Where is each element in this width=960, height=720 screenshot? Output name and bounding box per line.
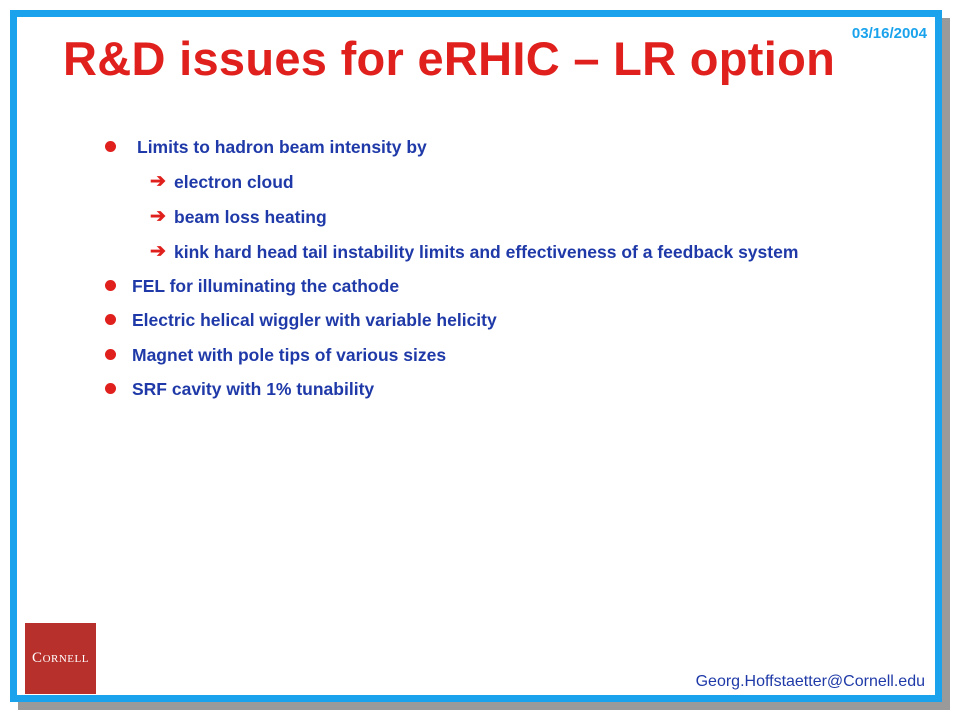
bullet-dot-icon — [105, 383, 116, 394]
slide-canvas — [17, 17, 935, 695]
sub-bullet-item: beam loss heating — [174, 207, 327, 227]
slide-date: 03/16/2004 — [851, 25, 927, 42]
bullet-item: Electric helical wiggler with variable helicity — [132, 310, 497, 330]
arrow-right-icon: ➔ — [150, 206, 166, 227]
bullet-dot-icon — [105, 314, 116, 325]
bullet-item: Magnet with pole tips of various sizes — [132, 345, 447, 365]
bullet-dot-icon — [105, 349, 116, 360]
cornell-logo-wordmark: CORNELL — [32, 650, 89, 666]
arrow-right-icon: ➔ — [150, 171, 166, 192]
bullet-item: FEL for illuminating the cathode — [132, 276, 400, 296]
sub-bullet-item: electron cloud — [174, 172, 294, 192]
arrow-right-icon: ➔ — [150, 241, 166, 262]
bullet-dot-icon — [105, 141, 116, 152]
bullet-item: SRF cavity with 1% tunability — [132, 379, 375, 399]
bullet-dot-icon — [105, 280, 116, 291]
bullet-item: Limits to hadron beam intensity by — [137, 137, 427, 157]
author-email: Georg.Hoffstaetter@Cornell.edu — [695, 673, 925, 690]
slide-frame — [10, 10, 942, 702]
slide-title: R&D issues for eRHIC – LR option — [63, 32, 836, 85]
sub-bullet-item: kink hard head tail instability limits and effectiveness of a feedback system — [174, 242, 799, 262]
cornell-logo — [25, 623, 96, 694]
